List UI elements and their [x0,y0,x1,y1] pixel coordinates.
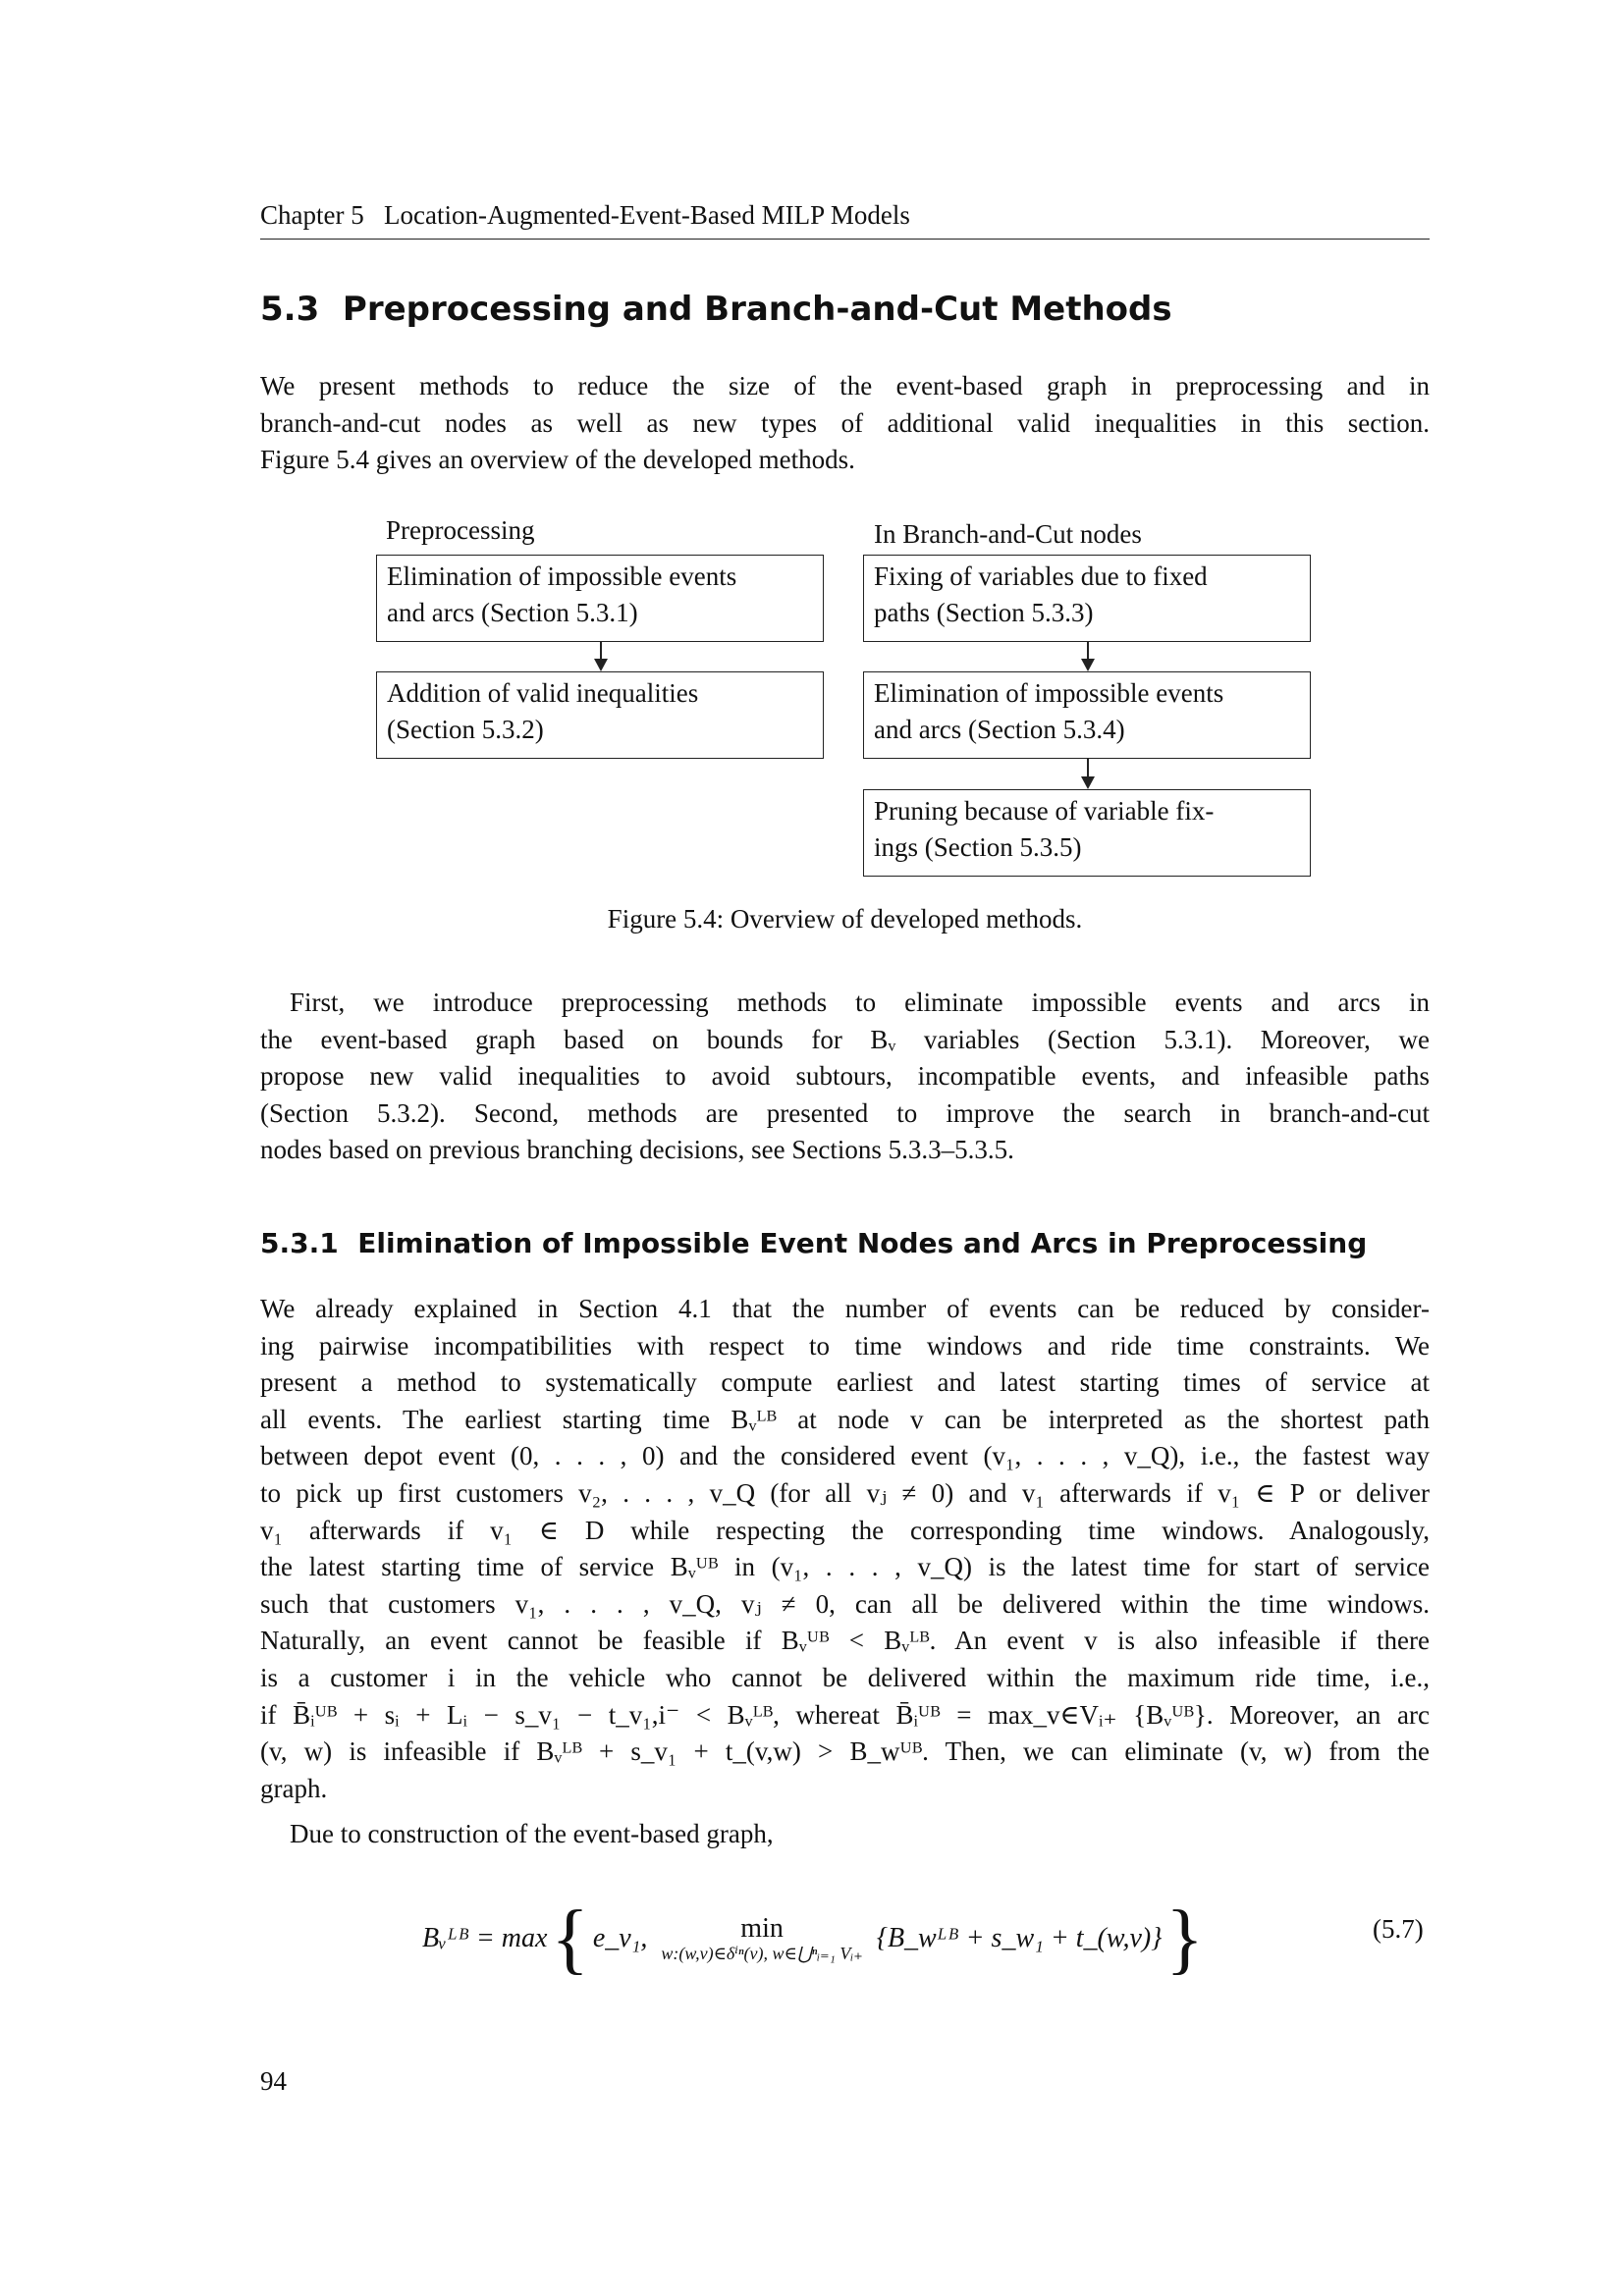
left-brace: { [551,1896,589,1982]
text-line: the latest starting time of service Bᵥᵁᴮ in (v₁, . . . , v_Q) is the latest time for start of service [260,1552,1430,1582]
text-line: the event-based graph based on bounds for Bᵥ variables (Section 5.3.1). Moreover, we [260,1024,1430,1054]
box-text: Elimination of impossible events [874,678,1224,708]
section-number: 5.3 [260,290,320,329]
flow-box-elimination-branch-cut [863,671,1311,759]
text-line: propose new valid inequalities to avoid subtours, incompatible events, and infeasible paths [260,1061,1430,1092]
text-line: (v, w) is infeasible if Bᵥᴸᴮ + s_v₁ + t_(v,w) > B_wᵁᴮ. Then, we can eliminate (v, w) from the [260,1736,1430,1767]
min-subscript: w:(w,v)∈δⁱⁿ(v), w∈⋃ⁿᵢ₌₁ Vᵢ₊ [661,1943,863,1963]
text-line: if B̄ᵢᵁᴮ + sᵢ + Lᵢ − s_v₁ − t_v₁,i⁻ < Bᵥᴸᴮ, whereat B̄ᵢᵁᴮ = max_v∈Vᵢ₊ {Bᵥᵁᴮ}. Moreover, an arc [260,1699,1430,1730]
text-line: We already explained in Section 4.1 that the number of events can be reduced by consider- [260,1294,1430,1323]
box-text: Fixing of variables due to fixed [874,561,1208,591]
text-line: present a method to systematically compute earliest and latest starting times of service at [260,1367,1430,1398]
box-text: and arcs (Section 5.3.4) [874,715,1125,744]
flow-box-pruning [863,789,1311,877]
running-header [260,200,1430,231]
overview-paragraph [260,985,1430,1169]
flow-box-elimination-preprocessing [376,555,824,642]
construction-paragraph [260,1816,1430,1853]
equation-number: (5.7) [1373,1914,1424,1944]
box-text: and arcs (Section 5.3.1) [387,598,638,627]
subsection-number: 5.3.1 [260,1227,339,1259]
branch-and-cut-label: In Branch-and-Cut nodes [874,519,1142,549]
box-text: (Section 5.3.2) [387,715,544,744]
box-text: Elimination of impossible events [387,561,737,591]
box-text: Pruning because of variable fix- [874,796,1215,826]
section-title: Preprocessing and Branch-and-Cut Methods [342,290,1172,329]
min-label: min [740,1912,784,1944]
elimination-paragraph [260,1291,1430,1807]
text-line: Figure 5.4 gives an overview of the developed methods. [260,445,855,475]
text-line: Due to construction of the event-based graph, [290,1819,774,1848]
min-operator [661,1914,862,1964]
text-line: nodes based on previous branching decisions, see Sections 5.3.3–5.3.5. [260,1135,1014,1165]
chapter-title: Location-Augmented-Event-Based MILP Models [383,200,910,230]
equation-term: e_v₁, [592,1923,648,1953]
box-text: ings (Section 5.3.5) [874,832,1082,862]
text-line: all events. The earliest starting time Bᵥᴸᴮ at node v can be interpreted as the shortest path [260,1404,1430,1434]
text-line: is a customer i in the vehicle who cannot be delivered within the maximum ride time, i.e., [260,1662,1430,1692]
right-brace: } [1165,1896,1204,1982]
text-line: We present methods to reduce the size of the event-based graph in preprocessing and in [260,371,1430,400]
box-text: paths (Section 5.3.3) [874,598,1094,627]
text-line: v₁ afterwards if v₁ ∈ D while respecting the corresponding time windows. Analogously, [260,1515,1430,1545]
equation-inner: {B_wᴸᴮ + s_w₁ + t_(w,v)} [876,1923,1163,1953]
equation-5-7 [422,1896,1204,1982]
box-text: Addition of valid inequalities [387,678,699,708]
preprocessing-label: Preprocessing [386,515,535,545]
subsection-title: Elimination of Impossible Event Nodes and Arcs in Preprocessing [357,1227,1368,1259]
text-line: (Section 5.3.2). Second, methods are presented to improve the search in branch-and-cut [260,1097,1430,1128]
text-line: First, we introduce preprocessing methods to eliminate impossible events and arcs in [290,988,1430,1017]
figure-caption: Figure 5.4: Overview of developed methods. [607,904,1083,934]
text-line: graph. [260,1773,328,1803]
header-rule [260,239,1430,240]
chapter-number: Chapter 5 [260,200,364,230]
page-number: 94 [260,2066,287,2096]
subsection-heading [260,1227,1367,1259]
text-line: ing pairwise incompatibilities with respect to time windows and ride time constraints. We [260,1330,1430,1361]
text-line: branch-and-cut nodes as well as new types of additional valid inequalities in this section. [260,407,1430,438]
flow-box-fixing-variables [863,555,1311,642]
text-line: to pick up first customers v₂, . . . , v_Q (for all vⱼ ≠ 0) and v₁ afterwards if v₁ ∈ P or deliver [260,1477,1430,1508]
flow-box-valid-inequalities [376,671,824,759]
text-line: Naturally, an event cannot be feasible if Bᵥᵁᴮ < Bᵥᴸᴮ. An event v is also infeasible if there [260,1626,1430,1656]
intro-paragraph [260,368,1430,479]
text-line: between depot event (0, . . . , 0) and the considered event (v₁, . . . , v_Q), i.e., the fastest way [260,1441,1430,1471]
equation-lhs: Bᵥᴸᴮ = max [422,1923,548,1953]
section-heading [260,290,1172,329]
text-line: such that customers v₁, . . . , v_Q, vⱼ ≠ 0, can all be delivered within the time windows. [260,1588,1430,1619]
